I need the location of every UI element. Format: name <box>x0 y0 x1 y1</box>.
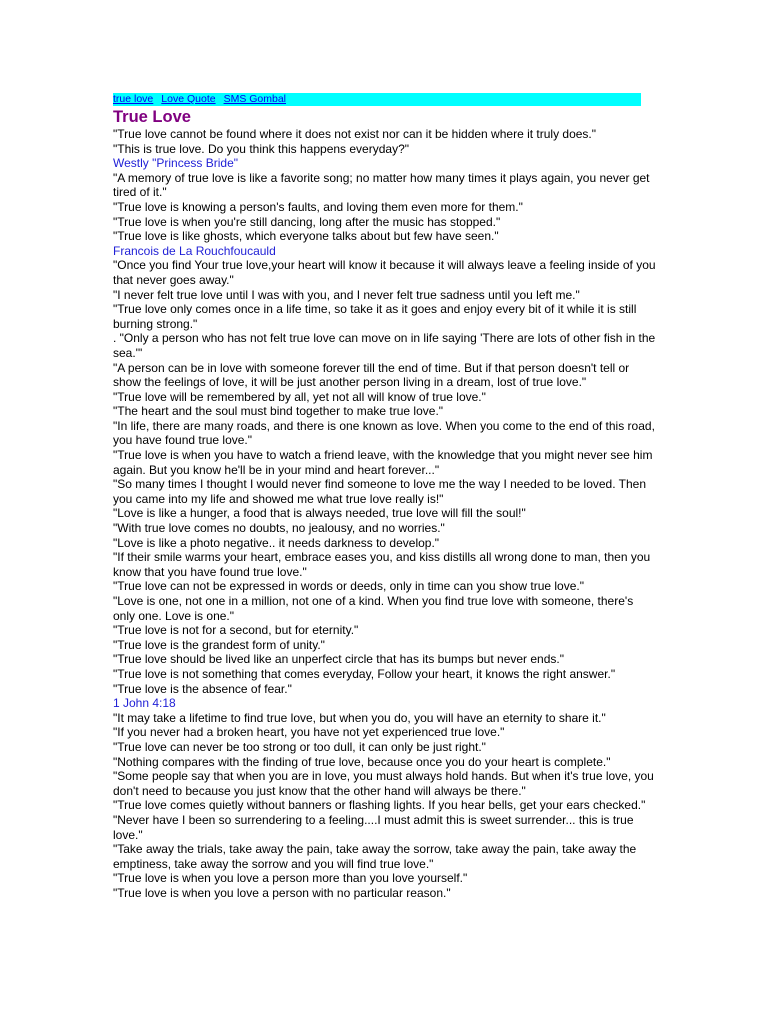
quote-line: "Love is one, not one in a million, not one of a kind. When you find true love with someone, there's only one. Love is one." <box>113 594 634 623</box>
quote-line: "Once you find Your true love,your heart will know it because it will always leave a feeling inside of you that never goes away." <box>113 258 656 287</box>
quote-line: "True love will be remembered by all, yet not all will know of true love." <box>113 389 486 404</box>
quote-line: "It may take a lifetime to find true love, but when you do, you will have an eternity to share it." <box>113 710 606 725</box>
quote-line: "So many times I thought I would never find someone to love me the way I needed to be loved. Then you came into my life and showed me what true love really is!" <box>113 477 647 506</box>
quote-line: "True love cannot be found where it does not exist nor can it be hidden where it truly does." <box>113 127 597 141</box>
quote-line: "Some people say that when you are in love, you must always hold hands. But when it's true love, you don't need to because you just know that the other hand will always be there." <box>113 769 654 798</box>
quote-line: "True love only comes once in a life time, so take it as it goes and enjoy every bit of it while it is still burning strong." <box>113 302 637 331</box>
quote-list <box>113 127 658 900</box>
nav-link-sms-gombal[interactable]: SMS Gombal <box>223 93 287 105</box>
quote-line: "Love is like a hunger, a food that is always needed, true love will fill the soul!" <box>113 506 526 521</box>
quote-line: "True love is the absence of fear." <box>113 681 292 696</box>
quote-line: "If their smile warms your heart, embrace eases you, and kiss distills all wrong done to man, then you know that you have found true love." <box>113 550 651 579</box>
nav-link-true-love[interactable]: true love <box>113 93 154 105</box>
quote-line: "True love can never be too strong or too dull, it can only be just right." <box>113 739 486 754</box>
nav-bar <box>113 93 641 106</box>
quote-line: "True love is when you have to watch a friend leave, with the knowledge that you might never see him again. But you know he'll be in your mind and heart forever..." <box>113 448 653 477</box>
quote-line: "True love is when you love a person more than you love yourself." <box>113 871 468 886</box>
quote-line: "The heart and the soul must bind together to make true love." <box>113 404 444 419</box>
quote-line: "Nothing compares with the finding of true love, because once you do your heart is complete." <box>113 754 611 769</box>
quote-line: "True love is the grandest form of unity." <box>113 637 325 652</box>
quote-line: "True love comes quietly without banners or flashing lights. If you hear bells, get your ears checked." <box>113 798 646 813</box>
quote-author: Francois de La Rouchfoucauld <box>113 243 276 258</box>
quote-line: "True love is when you love a person with no particular reason." <box>113 885 451 900</box>
quote-line: "Take away the trials, take away the pain, take away the sorrow, take away the pain, take away the emptiness, take away the sorrow and you will find true love." <box>113 842 637 871</box>
quote-line: "True love is when you're still dancing, long after the music has stopped." <box>113 214 501 229</box>
quote-line: "Love is like a photo negative.. it needs darkness to develop." <box>113 535 440 550</box>
page-title: True Love <box>113 108 191 126</box>
quote-line: "True love is knowing a person's faults, and loving them even more for them." <box>113 199 523 214</box>
quote-line: "I never felt true love until I was with you, and I never felt true sadness until you left me." <box>113 287 580 302</box>
quote-line: . "Only a person who has not felt true love can move on in life saying 'There are lots of other fish in the sea.'" <box>113 331 656 360</box>
quote-line: "Never have I been so surrendering to a feeling....I must admit this is sweet surrender... this is true love." <box>113 812 634 842</box>
quote-line: "This is true love. Do you think this happens everyday?" <box>113 141 410 156</box>
quote-line: "A memory of true love is like a favorite song; no matter how many times it plays again, you never get tired of it." <box>113 170 650 200</box>
quote-author: 1 John 4:18 <box>113 696 176 711</box>
quote-line: "With true love comes no doubts, no jealousy, and no worries." <box>113 521 445 536</box>
quote-line: "True love should be lived like an unperfect circle that has its bumps but never ends." <box>113 652 564 667</box>
document-page <box>113 93 658 900</box>
quote-line: "If you never had a broken heart, you have not yet experienced true love." <box>113 725 505 740</box>
quote-line: "True love is like ghosts, which everyone talks about but few have seen." <box>113 229 499 244</box>
quote-line: "True love is not something that comes everyday, Follow your heart, it knows the right answer." <box>113 666 616 681</box>
quote-line: "True love is not for a second, but for eternity." <box>113 623 359 638</box>
quote-line: "In life, there are many roads, and there is one known as love. When you come to the end of this road, you have found true love." <box>113 418 655 448</box>
quote-line: "True love can not be expressed in words or deeds, only in time can you show true love." <box>113 579 584 594</box>
quote-author: Westly "Princess Bride" <box>113 156 238 171</box>
nav-link-love-quote[interactable]: Love Quote <box>161 93 216 105</box>
quote-line: "A person can be in love with someone forever till the end of time. But if that person doesn't tell or show the feelings of love, it will be just another person living in a dream, lost of true love." <box>113 360 630 390</box>
